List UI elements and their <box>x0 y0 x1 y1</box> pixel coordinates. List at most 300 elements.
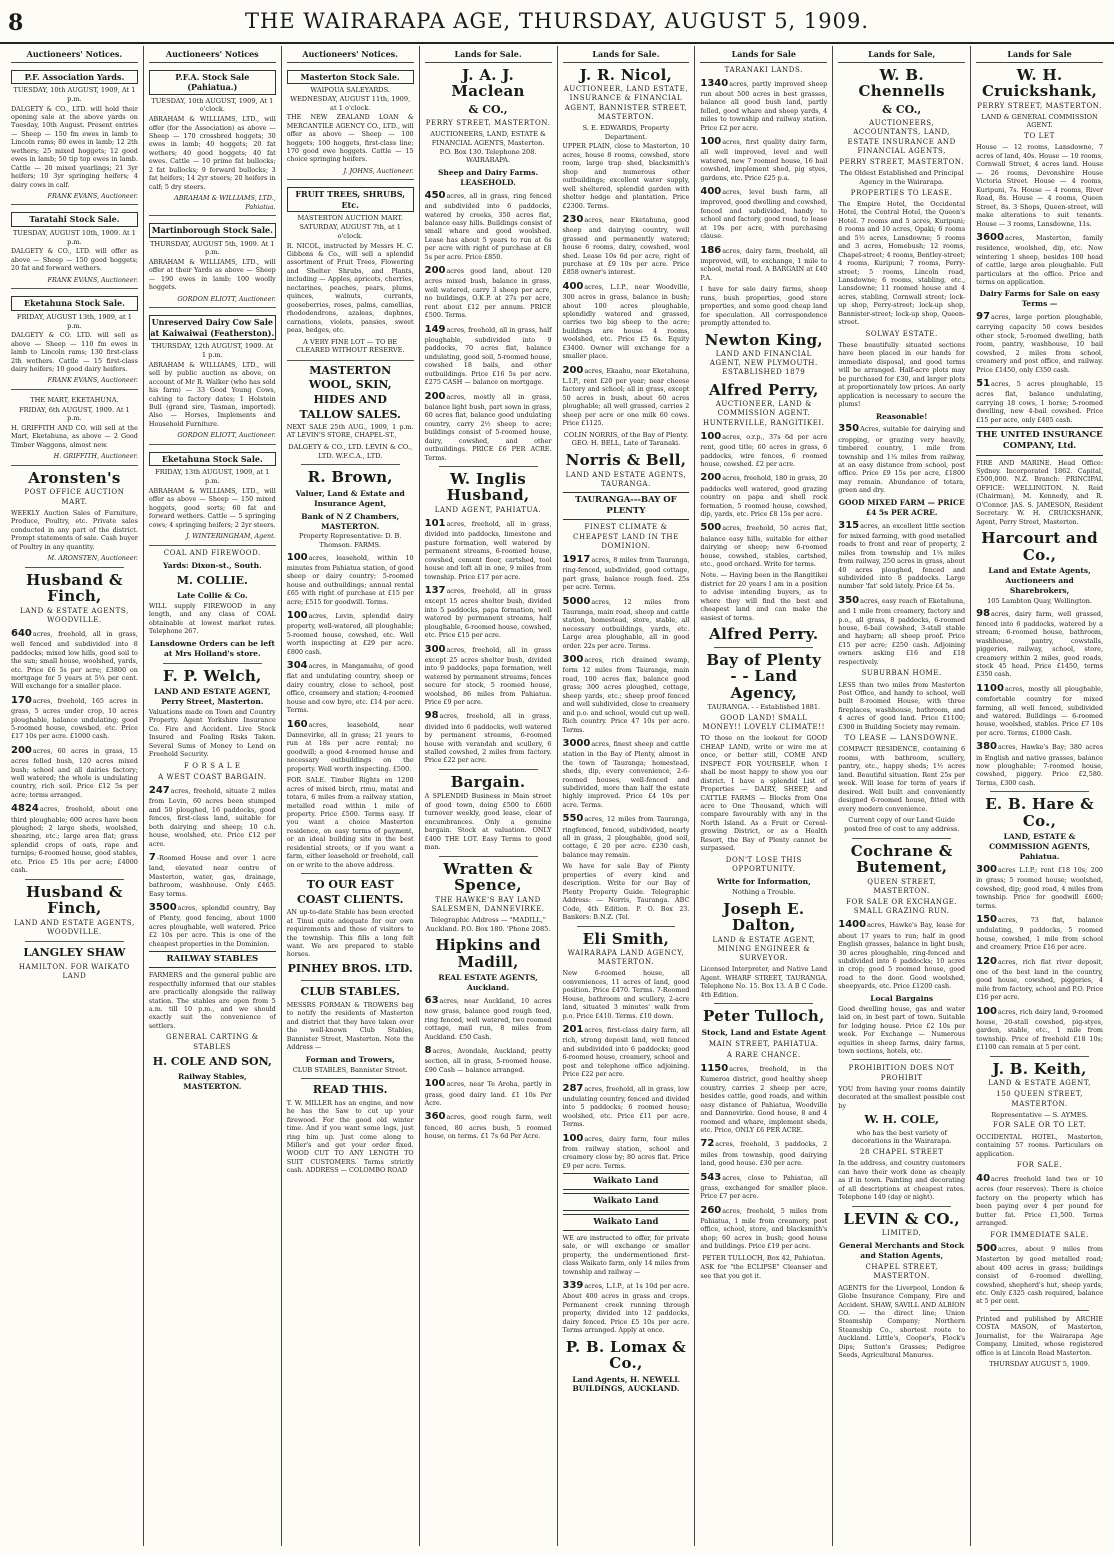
listing-text: acres, Levin, splendid dairy property, well-watered, all ploughable; 5-roomed house, cowshed, etc. Well worth inspecting at £29 per acre. £800 cash. <box>286 612 414 656</box>
advertiser-name: Hipkins and Madill, <box>435 936 541 971</box>
advertiser-name: Alfred Perry, <box>709 380 819 399</box>
ad-body: Telegraphic Address — "MADILL," Auckland. P.O. Box 180. 'Phone 2085. <box>425 916 551 933</box>
divider <box>439 466 538 467</box>
land-listing <box>425 323 552 387</box>
ad-body: NEXT SALE 25th AUG., 1909, 1 p.m. AT LEVIN'S STORE, CHAPEL-ST., <box>286 423 414 440</box>
section-heading: Reasonable! <box>875 411 928 421</box>
listing-text: acres, Hawke's Bay; 380 acres in English and native grasses, balance now ploughable; 7-roomed house, cowshed, piggery. Price £2,580. Terms, £300 cash. <box>976 743 1103 787</box>
advertiser-name: W. H. Cruickshank, <box>981 65 1098 101</box>
stock-sale-notice <box>11 66 138 206</box>
acreage: 7 <box>148 852 156 863</box>
listing-text: acres L.I.P.; rent £18 10s; 200 in grass; 5 roomed house; woolshed, cowshed, dip; good road, 4 miles from township. Price for goodwill £600; terms. <box>976 866 1103 910</box>
advertiser-subtitle: & CO., <box>468 102 508 116</box>
ad-body: WEEKLY Auction Sales of Furniture, Produce, Poultry, etc. Private sales conducted in any part of the district. Prompt statements of sale. Cash buyer of Poultry in any quantity. <box>11 508 138 551</box>
acreage: 160 <box>286 718 308 730</box>
acreage: 100 <box>286 610 308 622</box>
acreage: 100 <box>700 430 722 442</box>
acreage: 8 <box>424 1045 432 1057</box>
notice-body: H. GRIFFITH AND CO. will sell at the Mart, Eketahuna, as above — 2 Good Timber Waggons, almost new. <box>11 424 138 449</box>
ad-body: Valuations made on Town and Country Property. Agent Yorkshire Insurance Co. Fire and Accident. Live Stock Insured and Foaling Risks Taken. Several Sums of Money to Lend on Freehold Security. <box>148 707 276 759</box>
listing-text: acres, freehold, in the Kumeroa district, good healthy sheep country, carries 2 sheep per acre, besides cattle, good roads, and within easy distance of Pahiatua, Woodville and Dannevirke. Good house, 8 and 4 roomed and whare, implement sheds, etc. Price, ONLY £6 PER ACRE. <box>700 1065 828 1135</box>
column-5 <box>558 46 696 1546</box>
advertiser-subtitle: LAND & GENERAL COMMISSION AGENT. <box>981 112 1098 130</box>
advertiser-trades: General Merchants and Stock and Station Agents, <box>839 1241 965 1261</box>
acreage: 3600 <box>976 231 1004 243</box>
advertiser-address: 105 Lambton Quay, Wellington. <box>987 596 1093 605</box>
listing-text: acres, dairy farm, four miles from railway station, school and creamery close by; 80 acres flat. Price £9 per acre. Terms. <box>562 1134 690 1170</box>
ad-body: Property Representative: D. B. Thomson. FARMS. <box>298 532 402 550</box>
acreage: 1340 <box>700 77 729 89</box>
notice-date: FRIDAY, AUGUST 13th, 1909, at 1 p.m. <box>16 312 132 330</box>
listing-text: acres, dairy farm, freehold, all improved, will, to exchange, 1 mile to school, metal road. A BARGAIN at £40 P.A. <box>700 246 828 282</box>
land-listing <box>149 901 276 948</box>
notice-date: FRIDAY, 13th AUGUST, 1909, at 1 p.m. <box>155 468 270 486</box>
acreage: 100 <box>976 1005 997 1017</box>
section-heading: Sheep and Dairy Farms. LEASEHOLD. <box>438 168 539 187</box>
land-listing <box>287 718 414 773</box>
column-header: Auctioneers' Notices <box>149 49 276 63</box>
land-listing <box>11 744 138 799</box>
acreage: 150 <box>976 914 997 926</box>
land-listing <box>976 913 1103 952</box>
land-listing <box>149 851 276 898</box>
column-8 <box>971 46 1108 1546</box>
advertiser-subtitle: LAND AGENT, PAHIATUA. <box>434 505 542 514</box>
listing-text: acres good land, about 120 acres mixed bush, balance in grass, well watered, carry 3 sheep per acre, no buildings, O.K.P. at 27s per acre, rent about £12 per annum. PRICE £500. Terms. <box>424 267 552 320</box>
notice-heading: THE MART, EKETAHUNA. <box>30 395 119 404</box>
acreage: 450 <box>424 189 446 201</box>
notice-author: FRANK EVANS, Auctioneer. <box>47 192 138 201</box>
notice-date: FRIDAY, 6th AUGUST, 1909. At 1 p.m. <box>19 405 130 423</box>
advertiser-subtitle: Railway Stables, MASTERTON. <box>177 1072 247 1092</box>
column-header: Lands for Sale. <box>425 49 552 63</box>
section-heading: Write for Information, <box>716 877 811 887</box>
advertiser-address: PERRY STREET, MASTERTON. <box>977 101 1102 110</box>
newspaper-title: THE WAIRARAPA AGE, THURSDAY, AUGUST 5, 1909. <box>244 9 870 33</box>
land-listing <box>11 627 138 691</box>
advertiser-subtitle: TAURANGA. - - Established 1881. <box>707 703 821 712</box>
divider <box>714 647 813 648</box>
advertiser-subtitle: POST OFFICE AUCTION MART. <box>24 488 125 506</box>
advertiser-name: Bay of Plenty - - Land Agency, <box>706 650 822 702</box>
stock-sale-notice <box>149 66 276 216</box>
advertiser-name: LANGLEY SHAW <box>23 946 126 960</box>
advertiser-name: P. B. Lomax & Co., <box>565 1337 686 1373</box>
acreage: 40 <box>976 1173 991 1185</box>
acreage: 300 <box>976 864 997 876</box>
advertiser-name: H. COLE AND SON, <box>152 1054 272 1068</box>
stock-sale-notice <box>149 448 276 546</box>
advertiser-subtitle: Nothing a Trouble. <box>732 888 796 897</box>
land-listing <box>838 594 965 666</box>
notice-body: ABRAHAM & WILLIAMS, LTD., will offer (for the Association) as above — Sheep — 170 crossbred hoggets; 30 ewes in lamb; 40 hoggets; 20 fat wethers; 40 good hoggets; 40 fat ewes. Cattle — 10 prime fat bullocks; 2 fat bullocks; 9 forward bullocks; 3 fat heifers; 14 2yr steers; 20 heifers in calf; 5 dry steers. <box>148 115 276 191</box>
listing-text: acres, freehold, all in grass, low undulating country, fenced and divided into 5 paddocks; 6 roomed house; woolshed, etc. Price £11 per acre. Terms. <box>562 1084 690 1129</box>
listing-text: acres, freehold, all in grass except 15 acres shelter bush, divided into 5 paddocks, papa formation, well watered by permanent streams, half ploughable, 6-roomed house, cowshed, etc. Price £15 per acre. <box>424 587 552 640</box>
section-heading: TARANAKI LANDS. <box>724 65 803 74</box>
listing-text: acres, level bush farm, all improved, good dwelling and cowshed, fenced and subdivided, handy to school and factory, good road, to lease at 19s per acre, with purchasing clause. <box>700 188 828 241</box>
acreage: 186 <box>700 244 722 256</box>
advertiser-subtitle: Bank of N Z Chambers, MASTERTON. <box>301 511 400 531</box>
ad-body: FIRE AND MARINE. Head Office: Sydney. Incorporated 1862. Capital, £500,000. N.Z. Branch: PRINCIPAL OFFICE: WELLINGTON. N. Reid (Chairman), M. Kennedy, and R. O'Connor. JAS. S. JAMESON, Resident Secretary. W. H. CRUICKSHANK, Agent, Perry Street, Masterton. <box>976 458 1103 526</box>
ad-body: S. E. EDWARDS, Property Department. <box>582 123 670 141</box>
land-listing <box>425 1044 552 1074</box>
advertiser-name: W. Inglis Husband, <box>446 469 530 505</box>
acreage: 72 <box>700 1138 715 1150</box>
listing-text: acres, all in grass, ring fenced and subdivided into 6 paddocks, watered by creeks, 350 acres flat, balance easy hills. Buildings consist of small whare and good woolshed. Lease has about 5 years to run at 6s per acre with right of purchase at £8 5s per acre. Price £850. <box>424 191 552 261</box>
land-listing <box>700 185 827 240</box>
columns <box>6 46 1108 1546</box>
land-listing <box>838 918 965 990</box>
notice-date: THURSDAY, AUGUST 5th, 1909. At 1 p.m. <box>149 239 275 257</box>
acreage: 350 <box>838 594 860 606</box>
listing-text: acres, large portion ploughable, carrying capacity 50 cows besides other stock, 5-roomed dwelling, bath room, pantry, washhouse, 10 bail cowshed, 2 miles from school, creamery and post office, and railway. Price £1450, only £350 cash. <box>976 313 1103 374</box>
notice-body: ABRAHAM & WILLIAMS, LTD., will offer at their Yards as above — Sheep — 190 ewes in lamb; 100 woolly hoggets. <box>148 257 276 292</box>
ad-body: OCCIDENTAL HOTEL, Masterton, containing 57 rooms. Particulars on application. <box>976 1132 1103 1158</box>
listing-text: acres, near Eketahuna, good sheep and dairying country, well grassed and permanently watered; house 6 rooms, dairy, cowshed, wool shed. Lease 10s 6d per acre, right of purchase at £9 10s per acre. Price £858 owner's interest. <box>562 216 690 277</box>
land-listing <box>563 1279 690 1334</box>
advertiser-name: W. B. Chennells <box>858 65 945 101</box>
auction-notice <box>287 183 414 361</box>
advertiser-subtitle: LAND AND ESTATE AGENTS, TAURANGA. <box>565 470 687 488</box>
divider <box>439 769 538 770</box>
listing-text: acres, L.I.P., near Woodville, 300 acres in grass, balance in bush; about 100 acres ploughable, splendidly watered and grassed, carries two big sheep to the acre; buildings are house 4 rooms, woolshed, etc. Price £5 6s. Equity £3400. Owner will exchange for a smaller place. <box>562 282 690 361</box>
land-listing <box>425 264 552 319</box>
land-listing <box>425 1110 552 1140</box>
land-listing <box>976 740 1103 787</box>
acreage: 339 <box>562 1280 584 1292</box>
divider <box>852 1206 951 1207</box>
ad-body: A SPLENDID Business in Main street of good town, doing £500 to £600 turnover weekly, good lease, clear of encumbrances. Only a genuine bargain. Stock at valuation. ONLY £400 THE LOT. Easy Terms to good man. <box>424 792 552 852</box>
advertiser-name: Norris & Bell, <box>565 451 687 470</box>
advertiser-address: PERRY STREET, MASTERTON. <box>839 158 965 166</box>
land-listing <box>976 682 1103 737</box>
notice-heading: Unreserved Dairy Cow Sale at Kaiwaiwai (Featherston). <box>149 315 276 340</box>
section-heading: GOOD MIXED FARM — PRICE £4 5s PER ACRE. <box>838 497 965 517</box>
acreage: 640 <box>11 628 32 639</box>
ad-body: TO those on the lookout for GOOD CHEAP LAND, write or wire me at once, or better still, COME AND INSPECT FOR YOURSELF, when I shall be most happy to show you our district. I have a splendid List of Properties — DAIRY, SHEEP, and CATTLE FARMS — Blocks from One acre to One Thousand, which will compare favourably with any in the North Island. As a Fruit or Cereal-growing District, or as a Health Resort, the Bay of Plenty cannot be surpassed. <box>700 734 828 853</box>
divider <box>990 1056 1089 1057</box>
acreage: 230 <box>562 214 584 226</box>
column-2 <box>144 46 282 1546</box>
advertiser-name: Aronsten's <box>28 468 121 487</box>
listing-text: acres, freehold, 180 in grass, 20 paddocks well watered, good grazing country on papa and shell rock formation, 5 roomed house, cowshed, dip, yards, etc. Price £8 15s per acre. <box>700 474 828 518</box>
listing-text: acres, freehold, all in grass, well fenced and subdivided into 8 paddocks; mixed low hills, good soil to the sun; small house, woolshed, yards, etc. Price £6 5s per acre; £3800 on mortgage for 5 years at 5¼ per cent. Will exchange for a smaller place. <box>11 630 138 691</box>
listing-text: acres, freehold, about one third ploughable; 600 acres have been ploughed; 2 large sheds, woolshed, shearing, etc.; large area flat; grass splendid crops of oats, rape and turnips; 6-roomed house, good stables, etc. Price £5 10s per acre; £4000 cash. <box>11 805 138 875</box>
acreage: 260 <box>700 1204 722 1216</box>
acreage: 400 <box>700 186 722 198</box>
advertiser-name: Bargain. <box>450 772 526 791</box>
land-listing <box>976 231 1103 286</box>
acreage: 1400 <box>838 919 867 931</box>
advertiser-subtitle: LAND & ESTATE AGENTS, WOODVILLE. <box>19 606 129 624</box>
advertiser-name: CLUB STABLES. <box>300 985 400 999</box>
advertiser-name: PINHEY BROS. LTD. <box>287 961 413 975</box>
acreage: 300 <box>424 643 446 655</box>
listing-text: acres, leasehold, near Dannevirke, all in grass; 21 years to run at 18s per acre rental; no goodwill; a good 4-roomed house and necessary outbuildings on the property. Well worth inspecting. £500. <box>286 720 414 773</box>
advertiser-name: R. Brown, <box>307 468 393 487</box>
insurance-heading: THE UNITED INSURANCE COMPANY, Ltd. <box>976 427 1103 455</box>
land-listing <box>425 643 552 707</box>
listing-text: acres, freehold, 165 acres in grass, 5 acres under crop, 10 acres ploughable, balance undulating; good 5-roomed house, cowshed, etc. Price £17 10s per acre. £1000 cash. <box>11 696 138 741</box>
notice-body: DALGETY & CO. LTD. will sell as above — Sheep — 110 fm ewes in lamb to Lincoln rams; 130 first-class 2th wethers. Cattle — 15 first-class dairy heifers; 10 good dairy heifers. <box>11 331 138 374</box>
section-heading: F O R S A L E <box>183 761 241 770</box>
ad-body: House — 12 rooms, Lansdowne, 7 acres of land, 40s. House — 10 rooms, Cornwall Street, 4 acres land. House — 26 rooms, Devonshire House Victoria Street. House — 4 rooms, Kuripuni, 7s. House — 4 rooms, River Road, 8s. House — 4 rooms, Queen Street, 8s. 3 Shops, Queen-street, will make alterations to suit tenants. House — 3 rooms, Lansdowne, 11s. <box>976 143 1103 228</box>
listing-text: acres, easy reach of Eketahuna, and 1 mile from creamery, factory and p.o., all grass, 8 paddocks, 6-roomed house, 6-bail cowshed, 3-stall stable and haybarn; all sheep proof. Price £15 per acre; £250 cash. Adjoining owners asking £16 and £18 respectively. <box>838 596 966 666</box>
acreage: 500 <box>700 522 722 534</box>
imprint: Printed and published by ARCHIE COSTA MASON, of Masterton, Journalist, for the Wairarapa Age Company, Limited, whose registered office is at Lincoln Road Masterton. <box>976 1314 1103 1357</box>
advertiser-name: M. COLLIE. <box>176 573 248 587</box>
notice-heading: Eketahuna Stock Sale. <box>149 452 276 467</box>
advertiser-name: Eli Smith, <box>582 929 670 948</box>
ad-body: UPPER PLAIN, close to Masterton, 10 acres, house 8 rooms, cowshed, store room, large trap shed, blacksmith's shop and numerous other outbuildings; excellent water supply, well sheltered, splendid garden with shelter hedge and plantation. Price £2300. Terms. <box>562 142 690 210</box>
advertiser-subtitle: LAND & ESTATE AGENT, <box>988 1079 1091 1088</box>
land-listing <box>976 955 1103 1002</box>
divider <box>25 879 124 880</box>
stock-sale-notice <box>11 208 138 289</box>
advertiser-name: J. B. Keith, <box>992 1059 1087 1078</box>
masthead <box>0 0 1114 44</box>
advertiser-subtitle: THE HAWKE'S BAY LAND SALESMEN, DANNEVIRKE. <box>431 895 545 913</box>
column-6 <box>695 46 833 1546</box>
advertiser-subtitle: CLUB STABLES, Bannister Street. <box>292 1065 408 1074</box>
listing-text: acres freehold land two or 10 acres (four reserves). There is choice factory on the property which has been paying over 4 per pound for butter fat. Price £1,500. Terms arranged. <box>976 1175 1103 1228</box>
land-listing <box>563 553 690 592</box>
listing-text: acres, 8 miles from Tauranga, ring-fenced, subdivided, good cottage, part grass, balance rough feed. 25s per acre. Terms. <box>562 556 690 592</box>
advertiser-name: Alfred Perry. <box>709 625 819 644</box>
notice-body: THE NEW ZEALAND LOAN & MERCANTILE AGENCY CO., LTD., will offer as above — Sheep — 100 hoggets; 100 hoggets, first-class line; 170 good ewe hoggets. Cattle — 15 choice springing heifers. <box>286 113 414 164</box>
ad-body: YOU from having your rooms daintily decorated at the smallest possible cost by <box>838 1084 966 1110</box>
section-heading: Local Bargains <box>870 993 934 1003</box>
ad-body: Note. — Having been in the Rangitikei district for 20 years I am in a position to advise intending buyers, as to where they will find the best and cheapest land and can make the easiest of terms. <box>700 571 828 622</box>
section-heading: MASTERTON WOOL, SKIN, HIDES AND TALLOW SALES. <box>299 363 401 421</box>
land-listing <box>425 390 552 462</box>
land-listing <box>700 1171 827 1201</box>
advertiser-subtitle: AUCTIONEER, LAND & COMMISSION AGENT. HUNTERVILLE, RANGITIKEI. <box>703 400 825 427</box>
listing-text: acres, partly improved sheep run about 500 acres in best grasses, balance all good bush land, partly felled, good whare and sheep yards, 4 miles to township and railway station. Price £2 per acre. <box>700 79 828 132</box>
acreage: 3000 <box>562 737 591 749</box>
listing-text: acres, dairy farm, well grassed, fenced into 6 paddocks, watered by a stream; 6-roomed house, bathroom, washhouse, pantry, cowstalls, piggeries, railway, school, store, creamery within 2 miles, good roads, stock 45 head. Price £1450, terms £350 cash. <box>976 609 1103 679</box>
section-heading: PROHIBITION DOES NOT PROHIBIT <box>848 1064 955 1082</box>
notice-author: J. WINTERINGHAM, Agent. <box>185 532 276 541</box>
stock-sale-notice <box>11 292 138 390</box>
section-heading: FOR SALE OR TO LET. <box>993 1121 1086 1130</box>
advertiser-name: Harcourt and Co., <box>981 529 1098 564</box>
notice-date: TUESDAY, 10th AUGUST, 1909, At 1 p.m. <box>13 86 136 103</box>
acreage: 380 <box>976 741 997 753</box>
notice-author: FRANK EVANS, Auctioneer. <box>47 275 138 284</box>
land-listing <box>700 1137 827 1167</box>
section-heading: TO LET <box>1024 132 1055 141</box>
advertiser-subtitle: Late Collie & Co. <box>176 591 248 601</box>
divider <box>301 1078 400 1079</box>
ad-body: I have for sale dairy farms, sheep runs, bush properties, good store properties, and some good cheap land for speculation. All correspondence promptly attended to. <box>700 285 828 328</box>
land-listing <box>425 517 552 581</box>
listing-text: acres, freehold, 3 paddocks, 2 miles from township, good dairying land, good house. £30 per acre. <box>700 1140 828 1168</box>
section-heading: SOLWAY ESTATE. <box>865 329 938 338</box>
section-heading: FOR SALE. <box>1016 1161 1063 1170</box>
section-heading: FINEST CLIMATE & CHEAPEST LAND IN THE DOMINION. <box>573 523 679 550</box>
stables-heading: RAILWAY STABLES <box>149 951 276 968</box>
advertiser-subtitle: LIMITED, <box>881 1229 922 1238</box>
divider <box>25 567 124 568</box>
ad-author: PETER TULLOCH, Box 42, Pahiatua. <box>702 1253 826 1262</box>
acreage: 543 <box>700 1171 722 1183</box>
listing-text: acres, freehold, all in grass, half ploughable, subdivided into 9 paddocks, 70 acres flat, balance undulating, good soil, 5-roomed house, cowshed 18 bails, and other outbuildings. Price £16 5s per acre. £275 CASH — balance on mortgage. <box>424 325 552 387</box>
listing-text: acres, rich flat river deposit, one of the best land in the country, good house, cowshed, piggeries, 4 mile from factory, school and P.O. Price £16 per acre. <box>976 957 1104 1002</box>
listing-text: acres, in Mangamahu, of good flat and undulating country, sheep or dairy country, close to school, post office, creamery and station; 4-roomed house and cow byre, etc. £14 per acre. Terms. <box>286 662 414 715</box>
land-listing <box>563 737 690 809</box>
listing-text: acres, Hawke's Bay, lease for about 17 years to run; half in good English grasses, balance in light bush, 30 acres ploughable, ring-fenced and subdivided into 6 paddocks; 10 acres in crop; good 5 roomed house, good road to the door. Good woolshed, sheepyards, etc. Price £1200 cash. <box>838 921 966 991</box>
listing-text: acres, leasehold, within 10 minutes from Pahiatua station, of good sheep or dairy country; 5-roomed house and outbuildings; annual rental £65 with right of purchase at £15 per acre; £515 for goodwill. Terms. <box>286 553 414 606</box>
notice-date: TUESDAY, AUGUST 10th, 1909. At 1 p.m. <box>12 229 136 246</box>
divider <box>439 856 538 857</box>
listing-text: acres, 73 flat, balance undulating, 9 paddocks, 5 roomed house, cowshed, 1 mile from school and creamery. Price £16 per acre. <box>976 916 1103 952</box>
listing-text: acres, finest sheep and cattle station in the Bay of Plenty, almost in the town of Tauranga; homestead, sheds, dip, every convenience, 2-6-roomed houses, well-fenced and subdivided, more than half the estate highly improved. Price £4 10s per acre. Terms. <box>562 739 690 809</box>
section-heading: A RARE CHANCE. <box>726 1050 801 1059</box>
section-heading: TO LEASE — LANSDOWNE. <box>844 734 959 743</box>
listing-text: acres, Ekaahu, near Eketahuna, L.I.P., rent £20 per year; near cheese factory and school; all in grass, except 50 acres in bush, about 60 acres ploughable; all well grassed, carries 2 sheep per acre or one milk 60 cows. Price £1125. <box>562 366 690 428</box>
land-listing <box>563 364 690 428</box>
ad-body: COLIN NORRIS, of the Bay of Plenty. GEO. H. BELL, Late of Taranaki. <box>563 430 689 448</box>
section-heading: FOR IMMEDIATE SALE. <box>990 1230 1089 1239</box>
land-listing <box>425 189 552 261</box>
imprint-date: THURSDAY AUGUST 5, 1909. <box>989 1360 1090 1369</box>
advertiser-subtitle: Land and Estate Agents, Auctioneers and Sharebrokers, <box>988 566 1091 595</box>
ad-body: AN up-to-date Stable has been erected at Tinui quite adequate for our own requirements and those of visitors to the township. This fills a long felt want. We are prepared to stable horses. <box>286 908 414 959</box>
land-listing <box>287 609 414 656</box>
advertiser-subtitle: & CO., <box>882 102 922 116</box>
land-listing <box>976 1005 1103 1052</box>
listing-text: acres, mostly all in grass, balance light bush, part sown in grass, 60 acres flat, balance good undulating country, carry 2½ sheep to acre; buildings consist of 5-roomed house, dairy, cowshed, and other outbuildings. PRICE £6 PER ACRE. Terms. <box>424 392 552 462</box>
ad-body: COMPACT RESIDENCE, containing 6 rooms, with bathroom, scullery, pantry, etc., happy sheds; 1½ acres land. Beautiful situation. Rent 25s per week. Will lease for term of years if desired. Well built and conveniently designed 6-roomed house, fitted with every modern convenience. <box>838 745 966 813</box>
ad-body: These beautifully situated sections have been placed in our hands for immediate disposal, and good terms will be arranged. Half-acre plots may be purchased for £30, and larger plots at proportionately low prices. An early application is necessary to secure the plums! <box>838 340 966 409</box>
section-heading: DON'T LOSE THIS OPPORTUNITY. <box>725 855 802 873</box>
ad-body: ASK for "the ECLIPSE" Cleanser and see that you get it. <box>700 1263 828 1280</box>
advertiser-address: MAIN STREET, PAHIATUA. <box>708 1039 819 1048</box>
notice-date: WAIPOUA SALEYARDS. WEDNESDAY, AUGUST 11th, 1909, at 1 o'clock. <box>290 86 411 112</box>
region-banner: Waikato Land <box>563 1214 690 1231</box>
notice-author: J. JOHNS, Auctioneer. <box>343 166 414 175</box>
stock-sale-notice <box>149 311 276 445</box>
ad-body: Current copy of our Land Guide posted free of cost to any address. <box>844 816 960 833</box>
advertiser-name: Husband & Finch, <box>26 570 123 606</box>
advertiser-subtitle: Valuer, Land & Estate and Insurance Agent, <box>295 488 405 508</box>
ad-body: FARMERS and the general public are respectfully informed that our stables are practically alongside the railway station. The stables are open from 5 a.m. till 10 p.m., and we should exactly suit the convenience of settlers. <box>148 971 276 1030</box>
advertiser-name: W. H. COLE, <box>864 1113 939 1127</box>
acreage: 200 <box>700 472 722 484</box>
listing-text: acres, Masterton, family residence, woolshed, dip, etc. Now wintering 1 sheep, besides 100 head of cattle, large area ploughable. Full particulars at the office. Price and terms on application. <box>976 233 1103 286</box>
acreage: 304 <box>286 660 308 672</box>
divider <box>852 1059 951 1060</box>
section-heading: READ THIS. <box>312 1083 388 1097</box>
listing-text: acres, mostly all ploughable, comfortable country for mixed farming, all well fenced, subdivided and watered. Buildings — 6-roomed house, woolshed, stables. Price £7 10s per acre. Terms, £1000 Cash. <box>976 684 1103 737</box>
advertiser-subtitle: WAIRARAPA LAND AGENCY, MASTERTON. <box>567 949 685 967</box>
land-listing <box>976 1242 1103 1306</box>
advertiser-name: Peter Tulloch, <box>703 1007 825 1026</box>
advertiser-name: J. A. J. Maclean <box>451 65 525 101</box>
land-listing <box>700 77 827 132</box>
ad-body: MESSRS FORMAN & TROWERS beg to notify the residents of Masterton and district that they have taken over the well-known Club Stables, Bannister Street, Masterton. Note the Address — <box>286 1000 414 1052</box>
ad-body: Good dwelling house, gas and water laid on, in best part of town. Suitable for lodging house. Price £2 10s per week. For Exchange — Numerous equities in sheep farms, dairy farms, town sections, hotels, etc. <box>838 1004 966 1055</box>
acreage: 200 <box>424 390 446 402</box>
acreage: 1150 <box>700 1063 729 1075</box>
divider <box>301 980 400 981</box>
acreage: 98 <box>424 710 439 722</box>
listing-text: -Roomed House and over 1 acre land, elevated near centre of Masterton, water, gas, drainage, bathroom, washhouse. Only £465. Easy terms. <box>148 854 276 898</box>
listing-text: acres, near Te Aroha, partly in grass, good dairy land. £1 10s Per Acre. <box>424 1080 552 1107</box>
land-listing <box>425 709 552 764</box>
land-listing <box>563 1023 690 1078</box>
advertiser-subtitle: LAND AND ESTATE AGENT, Perry Street, Masterton. <box>153 687 271 707</box>
ad-body: LESS than two miles from Masterton Post Office, and handy to school, well built 8-roomed House, with three fireplaces, washhouse, bathroom, and 4 acres of good land. Price £1100; £300 in Building Society may remain. <box>838 680 966 731</box>
listing-text: acres, freehold, all in grass, divided into 6 paddocks, well watered by permanent streams, 6-roomed house with verandah and scullery, 6 stalled cowshed, 2 miles from factory. Price £22 per acre. <box>424 712 552 765</box>
land-listing <box>976 310 1103 374</box>
land-listing <box>563 280 690 361</box>
land-listing <box>976 1172 1103 1227</box>
notice-heading: Taratahi Stock Sale. <box>11 212 138 227</box>
section-heading: SUBURBAN HOME. <box>861 669 942 678</box>
acreage: 247 <box>148 785 170 797</box>
stock-sale-notice <box>149 219 276 308</box>
divider <box>714 1003 813 1004</box>
notice-body: ABRAHAM & WILLIAMS, LTD., will offer as above — Sheep — 150 mixed hoggets, good sorts; 60 fat and forward wethers. Cattle — 5 springing cows; 4 springing heifers; 2 2yr steers. <box>148 486 276 529</box>
acreage: 300 <box>562 654 584 666</box>
land-listing <box>563 653 690 734</box>
notice-heading: P.F. Association Yards. <box>11 70 138 85</box>
advertiser-subtitle: LAND & ESTATE AGENT, MINING ENGINEER & SURVEYOR. <box>712 935 816 963</box>
listing-text: acres, good rough farm, well fenced, 80 acres bush, 5 roomed house, on terms. £1 7s 6d Per Acre. <box>424 1113 552 1141</box>
divider <box>990 791 1089 792</box>
acreage: 350 <box>838 423 860 435</box>
acreage: 1100 <box>976 682 1004 694</box>
listing-text: acres, o.r.p., 37s 6d per acre rent, good title; 60 acres in grass, 6 paddocks, wire fences, 6 roomed house, cowshed. £2 per acre. <box>700 432 828 468</box>
ad-body: DALGETY & CO., LTD. LEVIN & CO., LTD. W.F.C.A., LTD. <box>288 442 413 460</box>
listing-text: acres, splendid country, Bay of Plenty, good fencing, about 1000 acres ploughable, well watered. Price £2 10s per acre. This is one of the cheapest properties in the Dominion. <box>148 904 276 948</box>
stock-sale-notice <box>287 66 414 181</box>
acreage: 287 <box>562 1082 584 1094</box>
acreage: 51 <box>976 378 991 390</box>
land-listing <box>11 802 138 874</box>
advertiser-address: PERRY STREET, MASTERTON. <box>425 119 551 128</box>
divider <box>577 926 676 927</box>
ad-author: M. ARONSTEN, Auctioneer. <box>47 554 138 563</box>
acreage: 500 <box>976 1242 997 1254</box>
ad-body: AUCTIONEERS, LAND, ESTATE & FINANCIAL AGENTS, Masterton. P.O. Box 130. Telephone 208. WAIRARAPA. <box>430 130 546 165</box>
acreage: 100 <box>562 1132 584 1144</box>
land-listing <box>700 430 827 469</box>
divider <box>852 838 951 839</box>
acreage: 100 <box>286 551 308 563</box>
land-listing <box>563 1082 690 1129</box>
listing-text: acres, first quality dairy farm, all well improved, level and well watered, new 7 roomed house, 16 bail cowshed, implement shed, pig styes, gardens, etc. Price £25 p.a. <box>700 138 828 182</box>
advertiser-name: Joseph E. Dalton, <box>723 899 805 935</box>
listing-text: acres, freehold, situate 2 miles from Levin, 60 acres been stumped and 50 ploughed, 16 paddocks, good fences, first-class land, suitable for both dairying and sheep; 10 c.h. house, woolshed, etc. Price £12 per acre. <box>148 787 276 848</box>
listing-text: acres, Avondale, Auckland, pretty section, all in grass, 5-roomed house. £90 Cash — balance arranged. <box>424 1047 552 1074</box>
column-header: Lands for Sale. <box>563 49 690 63</box>
listing-text: acres, first-class dairy farm, all rich, strong deposit land, well fenced and subdivided into 6 paddocks; good 6-roomed house, creamery, school and post and telephone office adjoining. Price £22 per acre. <box>562 1026 690 1079</box>
divider <box>25 941 124 942</box>
section-heading: COAL AND FIREWOOD. <box>163 548 261 557</box>
acreage: 170 <box>11 694 32 706</box>
acreage: 100 <box>424 1078 446 1090</box>
section-heading: A WEST COAST BARGAIN. <box>158 772 267 781</box>
advertiser-subtitle: LAND, ESTATE & COMMISSION AGENTS, Pahiatua. <box>989 832 1091 862</box>
notice-date: MASTERTON AUCTION MART. SATURDAY, AUGUST 7th, at 1 o'clock. <box>297 214 403 240</box>
region-banner: Waikato Land <box>563 1193 690 1210</box>
advertiser-subtitle: Land Agents, H. NEWELL BUILDINGS, AUCKLAND. <box>572 1374 680 1394</box>
column-1 <box>6 46 144 1546</box>
acreage: 3500 <box>148 902 177 913</box>
